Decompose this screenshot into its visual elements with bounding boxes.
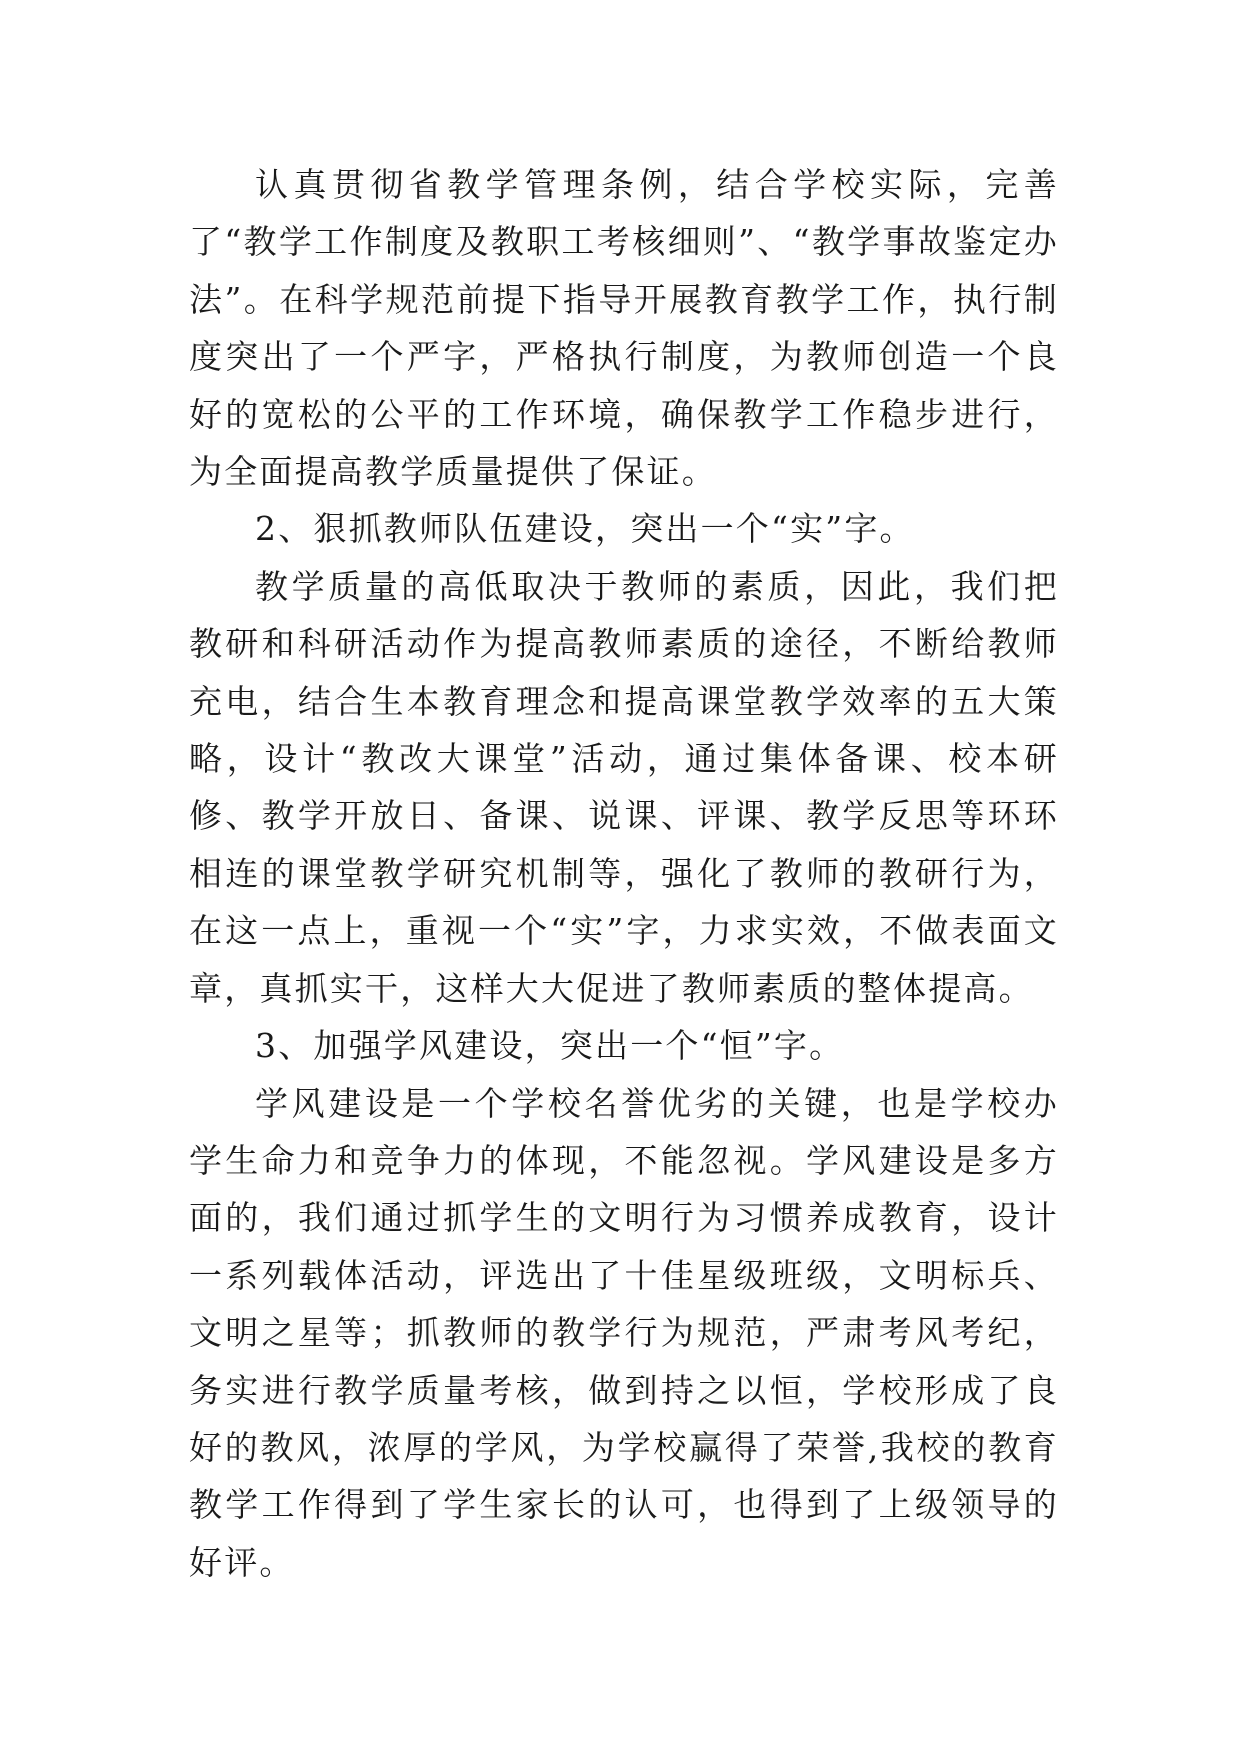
paragraph-teacher-quality: 教学质量的高低取决于教师的素质，因此，我们把教研和科研活动作为提高教师素质的途径，不断给教师充电，结合生本教育理念和提高课堂教学效率的五大策略，设计“教改大课堂”活动，通过集体备课、校本研修、教学开放日、备课、说课、评课、教学反思等环环相连的课堂教学研究机制等，强化了教师的教研行为，在这一点上，重视一个“实”字，力求实效，不做表面文章，真抓实干，这样大大促进了教师素质的整体提高。 xyxy=(189,566,1059,1008)
heading-teacher-team: 2、狠抓教师队伍建设，突出一个“实”字。 xyxy=(255,509,915,549)
paragraph-teaching-regulations: 认真贯彻省教学管理条例，结合学校实际，完善了“教学工作制度及教职工考核细则”、“教学事故鉴定办法”。在科学规范前提下指导开展教育教学工作，执行制度突出了一个严字，严格执行制度，为教师创造一个良好的宽松的公平的工作环境，确保教学工作稳步进行，为全面提高教学质量提供了保证。 xyxy=(189,165,1059,492)
heading-study-style: 3、加强学风建设，突出一个“恒”字。 xyxy=(255,1026,845,1066)
document-body xyxy=(189,156,1059,1591)
paragraph-study-style: 学风建设是一个学校名誉优劣的关键，也是学校办学生命力和竞争力的体现，不能忽视。学风建设是多方面的，我们通过抓学生的文明行为习惯养成教育，设计一系列载体活动，评选出了十佳星级班级，文明标兵、文明之星等；抓教师的教学行为规范，严肃考风考纪，务实进行教学质量考核，做到持之以恒，学校形成了良好的教风，浓厚的学风，为学校赢得了荣誉,我校的教育教学工作得到了学生家长的认可，也得到了上级领导的好评。 xyxy=(189,1083,1059,1582)
